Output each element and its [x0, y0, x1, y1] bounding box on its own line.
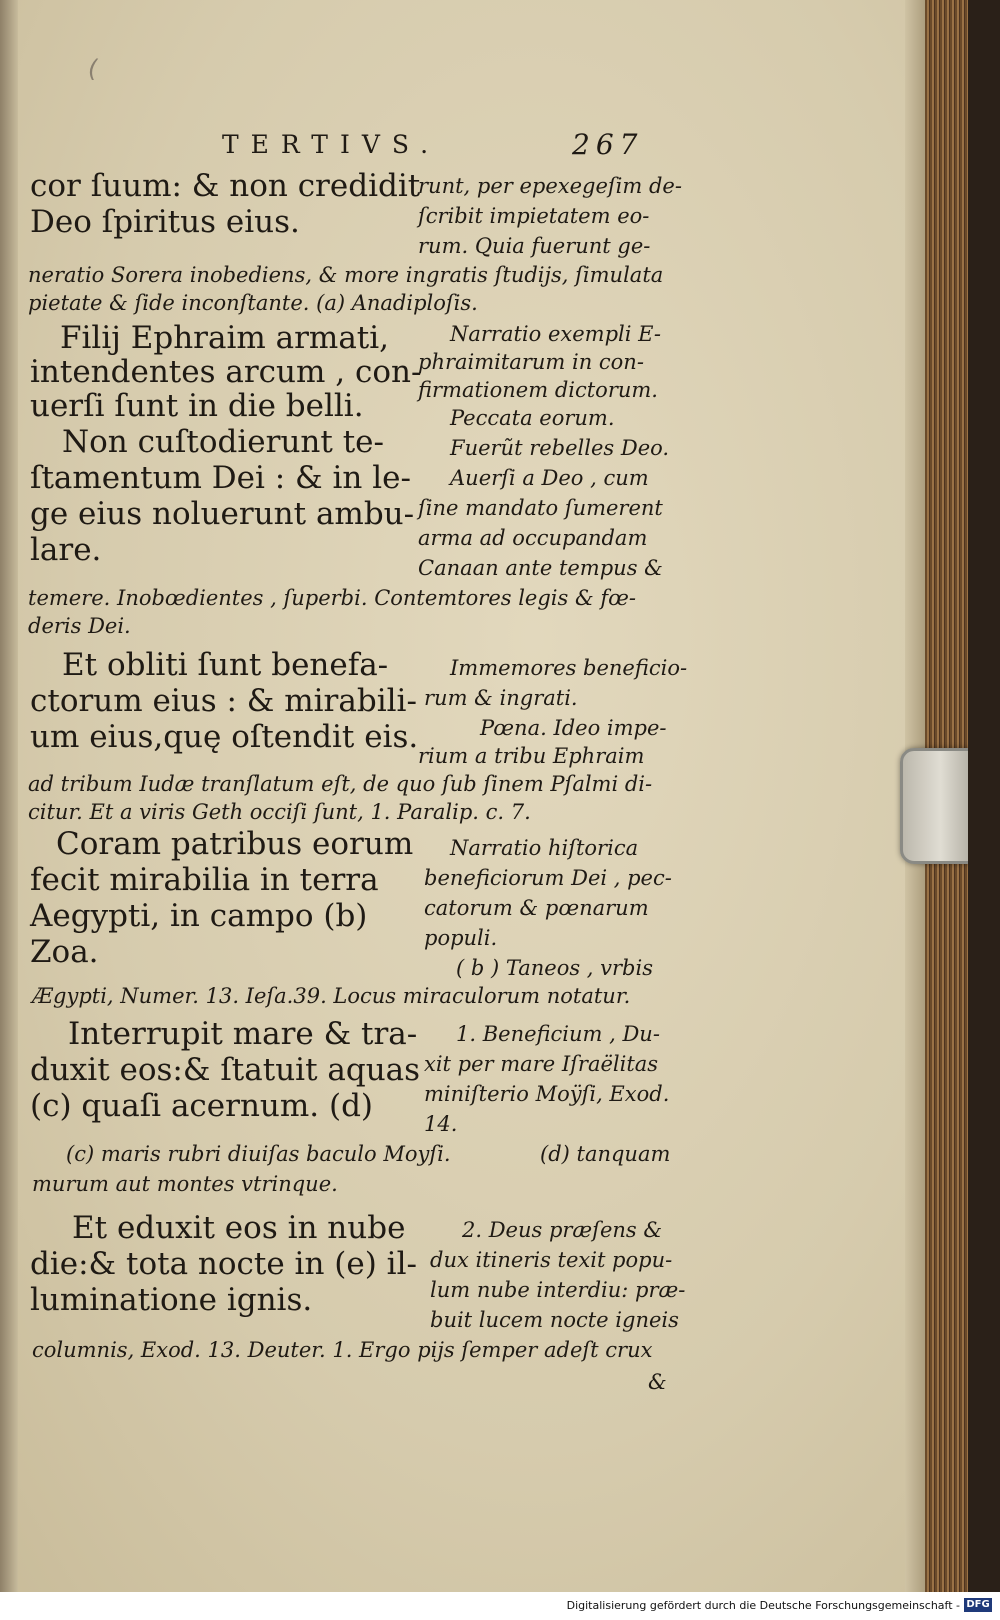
verse-line: (c) quaſi acernum. (d) [30, 1088, 374, 1124]
verse-line: Filij Ephraim armati, [60, 320, 390, 356]
gloss-line: temere. Inobœdientes , ſuperbi. Contemtores legis & fœ- [28, 586, 636, 610]
verse-line: ge eius noluerunt ambu- [30, 496, 415, 532]
verse-line: lare. [30, 532, 102, 568]
verse-line: intendentes arcum , con- [30, 354, 422, 390]
verse-line: Et obliti ſunt benefa- [62, 647, 389, 683]
gloss-line: arma ad occupandam [418, 526, 648, 550]
gloss-line: ſcribit impietatem eo- [418, 204, 650, 228]
gloss-line: rum & ingrati. [424, 686, 578, 710]
page-number: 267 [572, 128, 644, 161]
verse-line: fecit mirabilia in terra [30, 862, 379, 898]
gloss-line: Narratio exempli E- [450, 322, 661, 346]
gloss-line: 14. [424, 1112, 458, 1136]
gloss-line: populi. [424, 926, 498, 950]
gloss-line: phraimitarum in con- [418, 350, 644, 374]
gloss-line: Pœna. Ideo impe- [480, 716, 667, 740]
verse-line: Zoa. [30, 934, 99, 970]
gloss-line: miniſterio Moÿſi, Exod. [424, 1082, 670, 1106]
catchword: & [648, 1370, 667, 1394]
gloss-line: (d) tanquam [540, 1142, 671, 1166]
gloss-line: Peccata eorum. [450, 406, 615, 430]
gloss-line: rium a tribu Ephraim [418, 744, 645, 768]
book-gutter [0, 0, 18, 1592]
gloss-line: Canaan ante tempus & [418, 556, 663, 580]
gloss-line: Ægypti, Numer. 13. Ieſa.39. Locus miraculorum notatur. [32, 984, 631, 1008]
gloss-line: firmationem dictorum. [418, 378, 658, 402]
gloss-line: neratio Sorera inobediens, & more ingratis ſtudijs, ſimulata [28, 263, 664, 287]
verse-line: cor ſuum: & non credidit [30, 168, 421, 204]
gloss-line: xit per mare Iſraëlitas [424, 1052, 659, 1076]
gloss-line: dux itineris texit popu- [430, 1248, 673, 1272]
pencil-mark: ( [88, 55, 98, 83]
verse-line: duxit eos:& ſtatuit aquas [30, 1052, 421, 1088]
verse-line: ſtamentum Dei : & in le- [30, 460, 411, 496]
gloss-line: Auerſi a Deo , cum [450, 466, 649, 490]
gloss-line: beneficiorum Dei , pec- [424, 866, 672, 890]
gloss-line: murum aut montes vtrinque. [32, 1172, 338, 1196]
digitization-credit-bar [0, 1592, 1000, 1620]
dfg-logo: DFG [964, 1598, 992, 1612]
gloss-line: ( b ) Taneos , vrbis [456, 956, 653, 980]
verse-line: um eius,quę oſtendit eis. [30, 719, 419, 755]
gloss-line: buit lucem nocte igneis [430, 1308, 679, 1332]
gloss-line: Fuerũt rebelles Deo. [450, 436, 670, 460]
gloss-line: pietate & ſide inconſtante. (a) Anadiploſis. [28, 291, 478, 315]
gloss-line: 1. Beneficium , Du- [456, 1022, 660, 1046]
verse-line: ctorum eius : & mirabili- [30, 683, 417, 719]
verse-line: uerſi ſunt in die belli. [30, 388, 364, 424]
verse-line: Non cuſtodierunt te- [62, 424, 384, 460]
gloss-line: ad tribum Iudæ tranſlatum eſt, de quo ſub ſinem Pſalmi di- [28, 772, 653, 796]
verse-line: die:& tota nocte in (e) il- [30, 1246, 417, 1282]
gloss-line: (c) maris rubri diuiſas baculo Moyſi. [66, 1142, 451, 1166]
verse-line: luminatione ignis. [30, 1282, 313, 1318]
gloss-line: deris Dei. [28, 614, 131, 638]
gloss-line: citur. Et a viris Geth occiſi ſunt, 1. Paralip. c. 7. [28, 800, 531, 824]
credit-text: Digitalisierung gefördert durch die Deutsche Forschungsgemeinschaft - [566, 1599, 960, 1612]
gloss-line: Narratio hiſtorica [450, 836, 639, 860]
verse-line: Deo ſpiritus eius. [30, 204, 300, 240]
verse-line: Et eduxit eos in nube [72, 1210, 406, 1246]
gloss-line: catorum & pœnarum [424, 896, 649, 920]
verse-line: Coram patribus eorum [56, 826, 414, 862]
gloss-line: Immemores beneficio- [450, 656, 688, 680]
verse-line: Aegypti, in campo (b) [30, 898, 368, 934]
book-clasp [900, 748, 968, 864]
gloss-line: columnis, Exod. 13. Deuter. 1. Ergo pijs ſemper adeſt crux [32, 1338, 653, 1362]
gloss-line: 2. Deus præſens & [462, 1218, 663, 1242]
gloss-line: ſine mandato ſumerent [418, 496, 663, 520]
running-title: TERTIVS. [222, 130, 441, 159]
gloss-line: lum nube interdiu: præ- [430, 1278, 686, 1302]
verse-line: Interrupit mare & tra- [68, 1016, 418, 1052]
gloss-line: rum. Quia fuerunt ge- [418, 234, 651, 258]
gloss-line: runt, per epexegeſim de- [418, 174, 682, 198]
